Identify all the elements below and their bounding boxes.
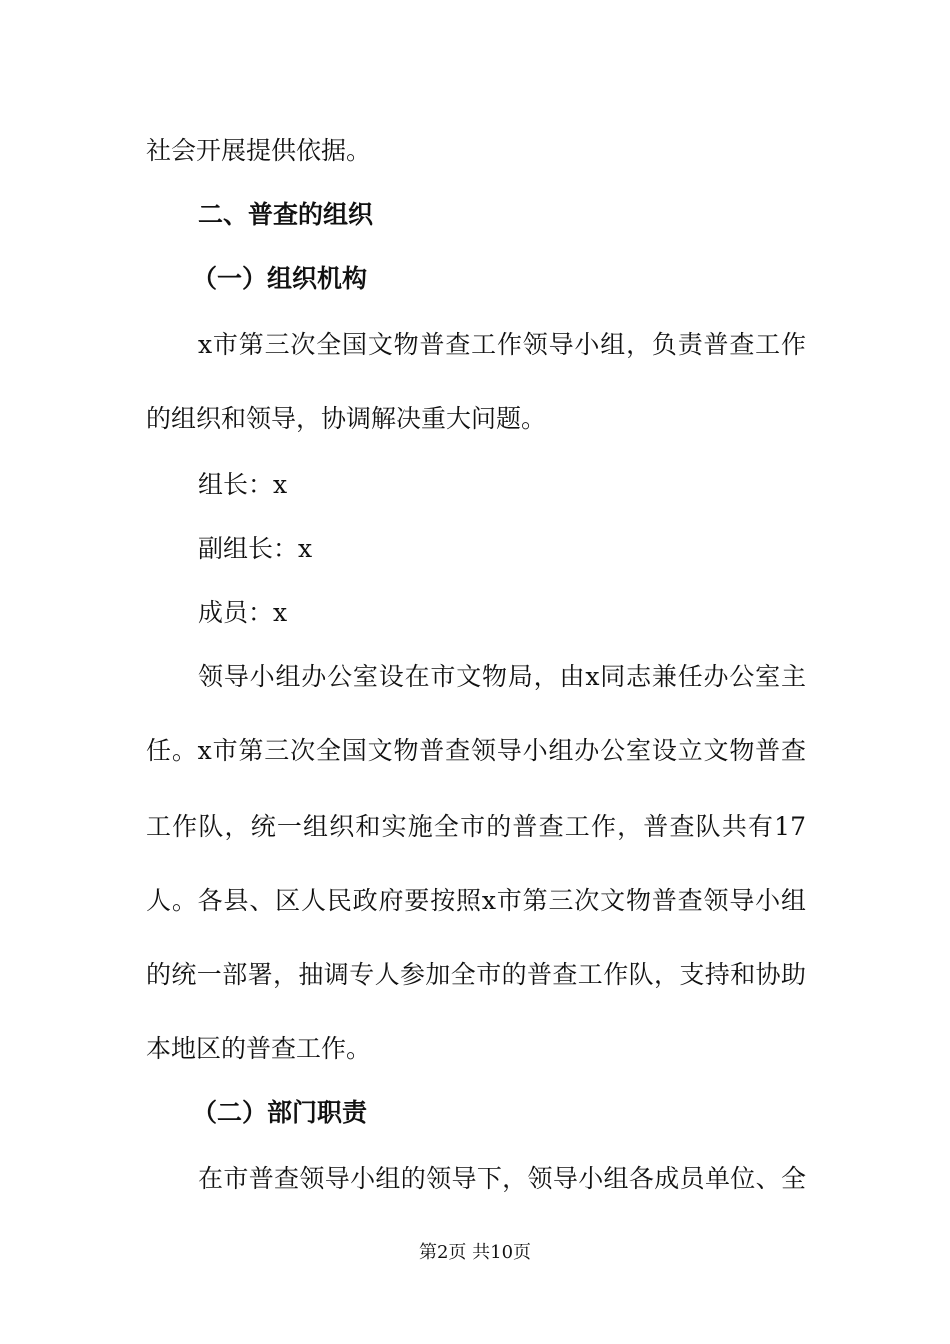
leader-line: 组长：x (198, 470, 288, 499)
subsection-heading: （一）组织机构 (192, 264, 368, 293)
paragraph-line: 的组织和领导，协调解决重大问题。 (146, 404, 547, 433)
paragraph-line: 社会开展提供依据。 (146, 136, 372, 165)
subsection-heading: （二）部门职责 (192, 1098, 368, 1127)
deputy-leader-line: 副组长：x (198, 534, 313, 563)
paragraph-line: 任。x市第三次全国文物普查领导小组办公室设立文物普查 (146, 736, 806, 765)
members-line: 成员：x (198, 598, 288, 627)
paragraph-line: 在市普查领导小组的领导下，领导小组各成员单位、全 (198, 1164, 806, 1193)
paragraph-line: 人。各县、区人民政府要按照x市第三次文物普查领导小组 (146, 886, 806, 915)
paragraph-line: 工作队，统一组织和实施全市的普查工作，普查队共有17 (146, 812, 806, 841)
paragraph-line: x市第三次全国文物普查工作领导小组，负责普查工作 (198, 330, 806, 359)
paragraph-line: 本地区的普查工作。 (146, 1034, 372, 1063)
paragraph-line: 领导小组办公室设在市文物局，由x同志兼任办公室主 (198, 662, 806, 691)
page-footer: 第2页 共10页 (418, 1242, 532, 1263)
section-heading: 二、普查的组织 (198, 200, 374, 229)
paragraph-line: 的统一部署，抽调专人参加全市的普查工作队，支持和协助 (146, 960, 806, 989)
